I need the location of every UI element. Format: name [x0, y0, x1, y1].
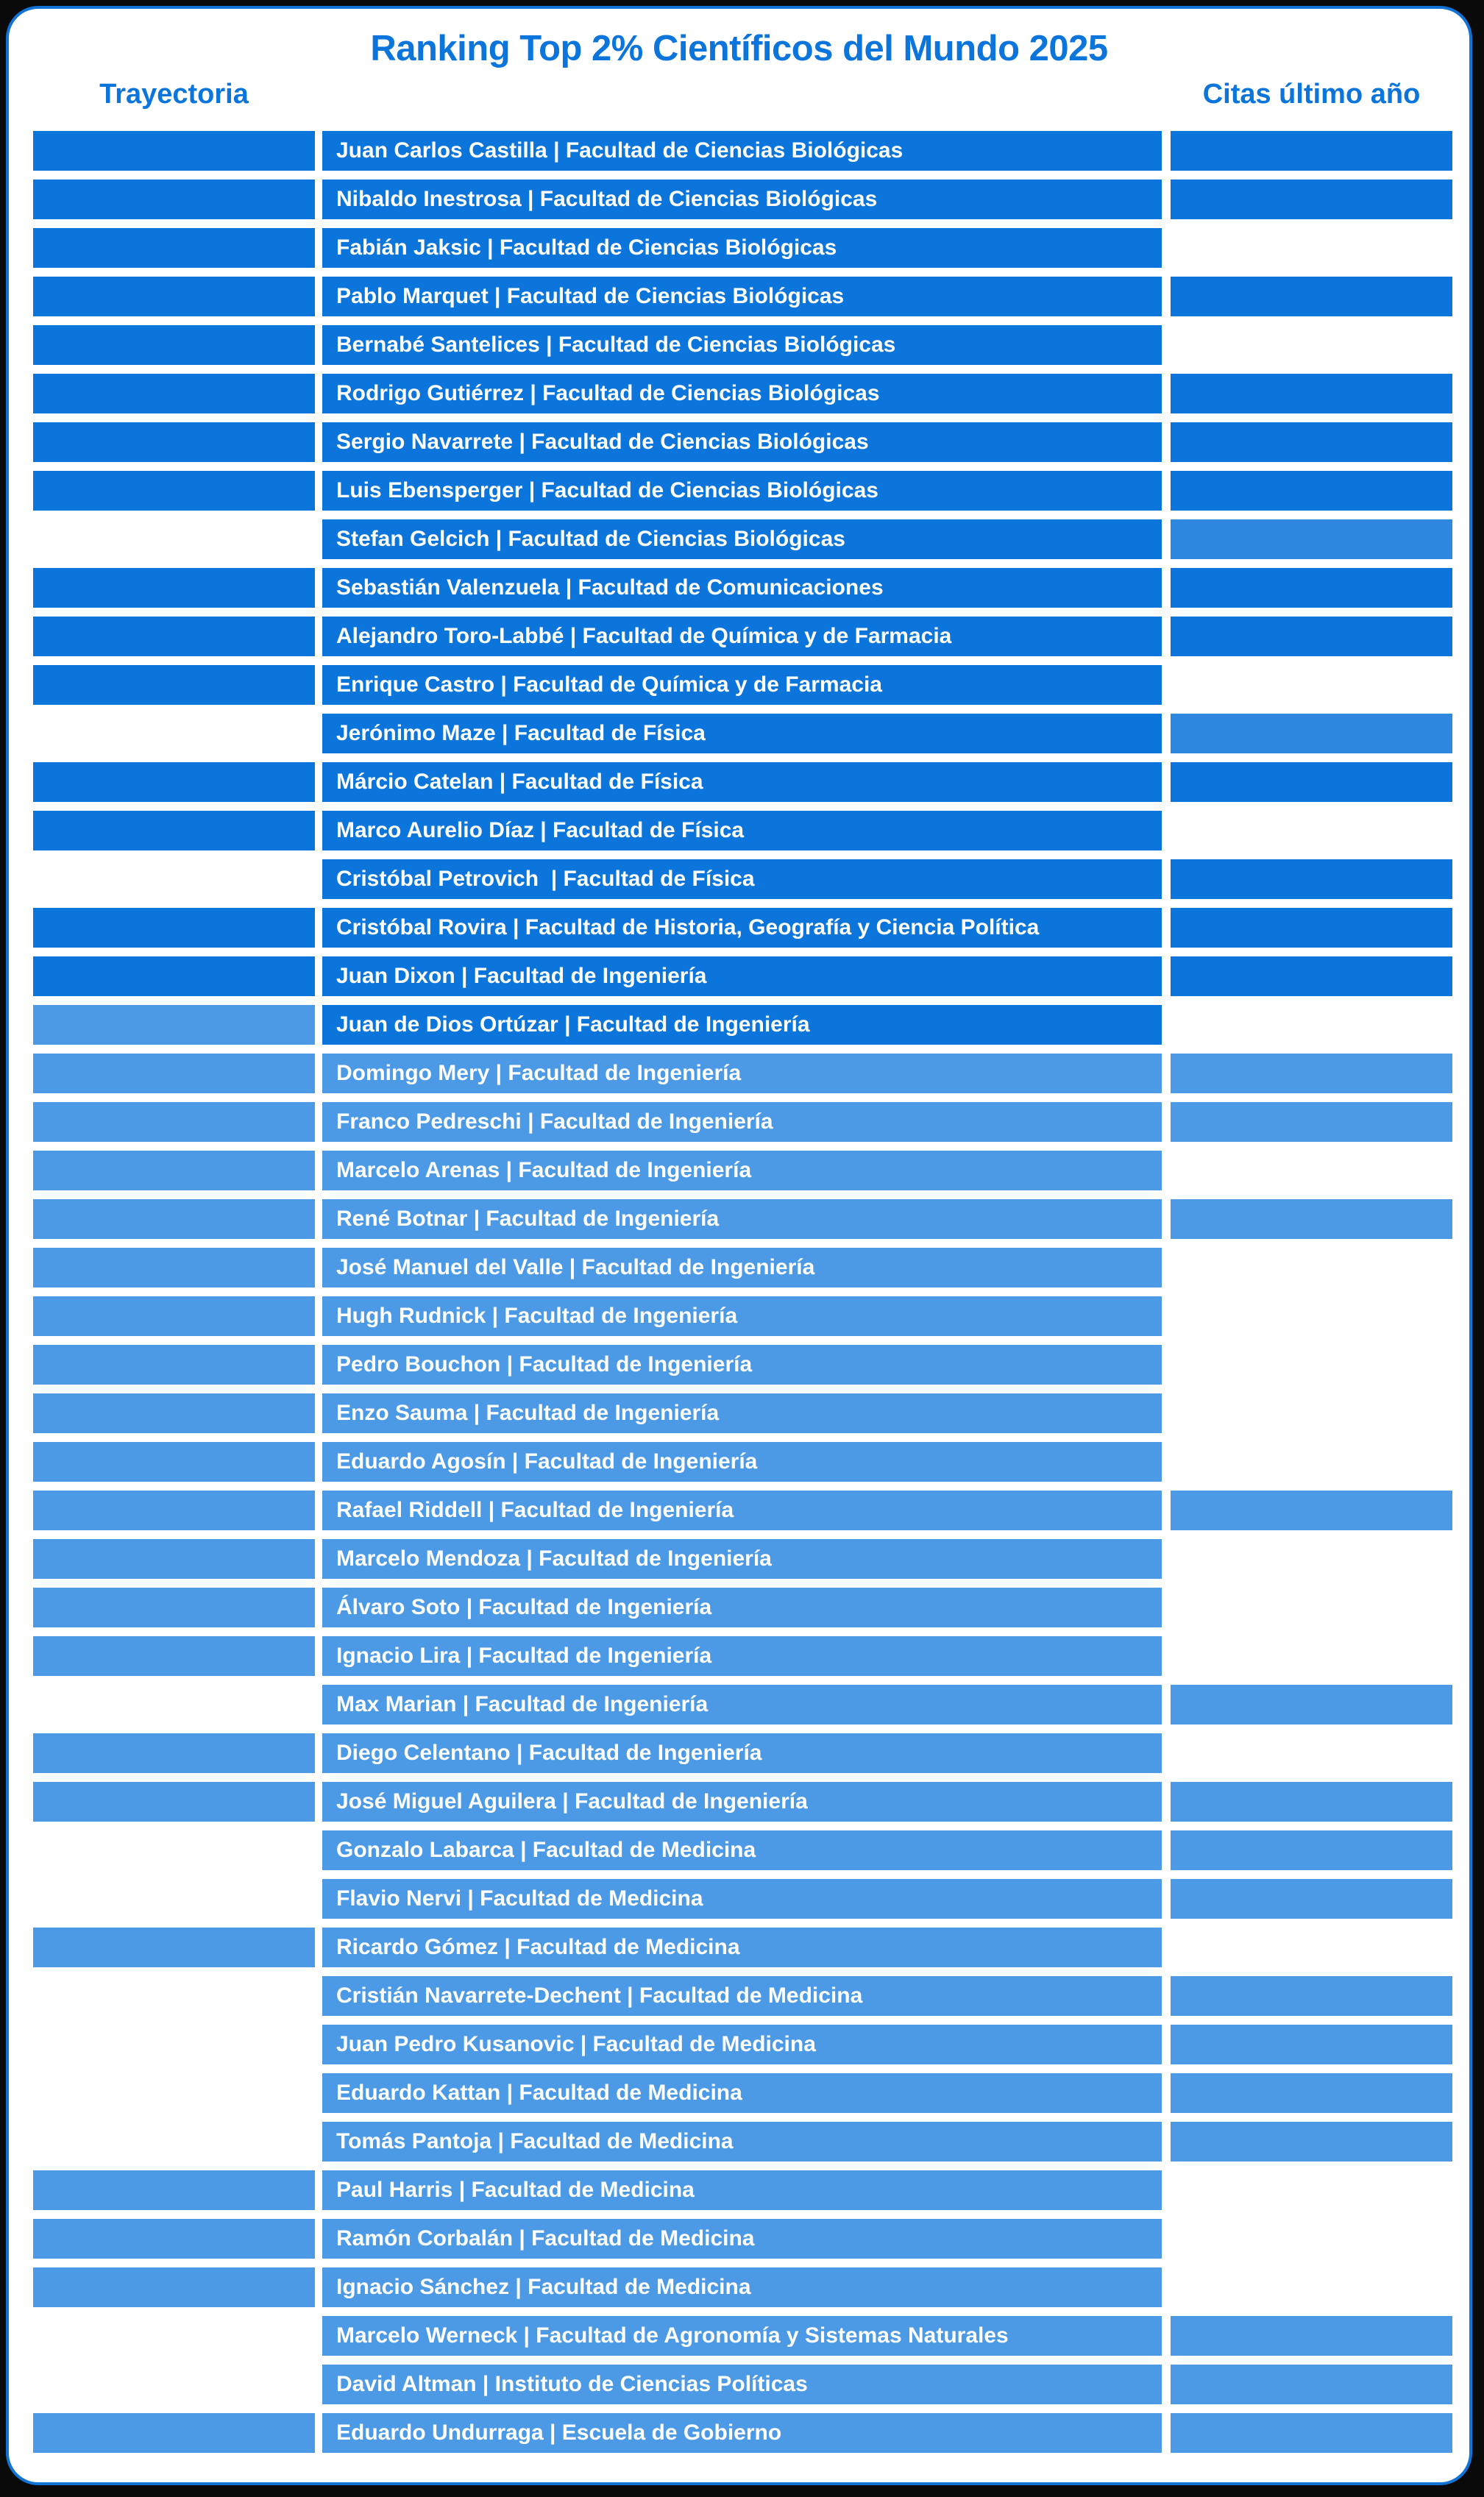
table-row: [33, 2365, 1469, 2404]
scientist-bar: [322, 1491, 1162, 1530]
citas-empty: [1171, 1296, 1452, 1336]
citas-empty: [1171, 1539, 1452, 1579]
scientist-bar: [322, 1539, 1162, 1579]
scientist-label: Álvaro Soto | Facultad de Ingeniería: [336, 1595, 712, 1619]
scientist-bar: [322, 1442, 1162, 1482]
scientist-label: Diego Celentano | Facultad de Ingeniería: [336, 1741, 762, 1765]
scientist-bar: [322, 228, 1162, 268]
trayectoria-bar: [33, 1636, 315, 1676]
scientist-bar: [322, 277, 1162, 316]
scientist-label: Marcelo Arenas | Facultad de Ingeniería: [336, 1158, 752, 1182]
trayectoria-bar: [33, 277, 315, 316]
table-row: [33, 180, 1469, 219]
page-title: Ranking Top 2% Científicos del Mundo 2025: [370, 29, 1108, 68]
table-row: [33, 714, 1469, 753]
table-row: [33, 2316, 1469, 2356]
trayectoria-bar: [33, 1588, 315, 1627]
scientist-label: David Altman | Instituto de Ciencias Políticas: [336, 2372, 808, 2396]
scientist-label: Rafael Riddell | Facultad de Ingeniería: [336, 1498, 734, 1522]
citas-empty: [1171, 1393, 1452, 1433]
scientist-label: Marcelo Mendoza | Facultad de Ingeniería: [336, 1546, 772, 1571]
trayectoria-bar: [33, 471, 315, 511]
scientist-bar: [322, 1733, 1162, 1773]
scientist-bar: [322, 325, 1162, 365]
scientist-label: Fabián Jaksic | Facultad de Ciencias Biológicas: [336, 235, 837, 260]
scientist-bar: [322, 519, 1162, 559]
citas-bar: [1171, 859, 1452, 899]
scientist-bar: [322, 2267, 1162, 2307]
scientist-label: Marcelo Werneck | Facultad de Agronomía y Sistemas Naturales: [336, 2323, 1009, 2348]
trayectoria-bar: [33, 422, 315, 462]
table-row: [33, 1102, 1469, 1142]
citas-empty: [1171, 811, 1452, 850]
table-row: [33, 1539, 1469, 1579]
scientist-label: Juan de Dios Ortúzar | Facultad de Ingeniería: [336, 1012, 810, 1037]
scientist-bar: [322, 1054, 1162, 1093]
table-row: [33, 811, 1469, 850]
scientist-bar: [322, 1005, 1162, 1045]
scientist-bar: [322, 1685, 1162, 1725]
scientist-bar: [322, 762, 1162, 802]
trayectoria-bar: [33, 1199, 315, 1239]
table-row: [33, 1588, 1469, 1627]
table-row: [33, 1054, 1469, 1093]
trayectoria-empty: [33, 2073, 315, 2113]
scientist-bar: [322, 617, 1162, 656]
trayectoria-bar: [33, 1296, 315, 1336]
trayectoria-empty: [33, 1976, 315, 2016]
citas-bar: [1171, 2365, 1452, 2404]
scientist-bar: [322, 1393, 1162, 1433]
scientist-label: Marco Aurelio Díaz | Facultad de Física: [336, 818, 745, 842]
citas-empty: [1171, 1005, 1452, 1045]
trayectoria-bar: [33, 2267, 315, 2307]
citas-bar: [1171, 908, 1452, 948]
table-row: [33, 1685, 1469, 1725]
table-row: [33, 2267, 1469, 2307]
scientist-bar: [322, 956, 1162, 996]
citas-bar: [1171, 762, 1452, 802]
scientist-label: José Manuel del Valle | Facultad de Ingeniería: [336, 1255, 815, 1279]
trayectoria-empty: [33, 859, 315, 899]
table-row: [33, 374, 1469, 413]
trayectoria-bar: [33, 1102, 315, 1142]
trayectoria-bar: [33, 956, 315, 996]
trayectoria-bar: [33, 2219, 315, 2259]
citas-empty: [1171, 1248, 1452, 1287]
scientist-label: Cristóbal Rovira | Facultad de Historia, Geografía y Ciencia Política: [336, 915, 1040, 940]
scientist-label: Enrique Castro | Facultad de Química y de Farmacia: [336, 672, 882, 697]
scientist-label: Sergio Navarrete | Facultad de Ciencias Biológicas: [336, 430, 869, 454]
table-row: [33, 277, 1469, 316]
scientist-bar: [322, 1636, 1162, 1676]
trayectoria-bar: [33, 1005, 315, 1045]
trayectoria-bar: [33, 1248, 315, 1287]
scientist-bar: [322, 665, 1162, 705]
scientist-bar: [322, 180, 1162, 219]
trayectoria-bar: [33, 131, 315, 171]
citas-bar: [1171, 956, 1452, 996]
scientist-bar: [322, 859, 1162, 899]
scientist-bar: [322, 2122, 1162, 2162]
citas-bar: [1171, 180, 1452, 219]
trayectoria-bar: [33, 1345, 315, 1385]
table-row: [33, 519, 1469, 559]
trayectoria-empty: [33, 2316, 315, 2356]
scientist-label: Márcio Catelan | Facultad de Física: [336, 770, 703, 794]
citas-empty: [1171, 1151, 1452, 1190]
trayectoria-empty: [33, 2365, 315, 2404]
citas-bar: [1171, 471, 1452, 511]
scientist-label: Sebastián Valenzuela | Facultad de Comunicaciones: [336, 575, 884, 600]
scientist-label: Gonzalo Labarca | Facultad de Medicina: [336, 1838, 756, 1862]
trayectoria-bar: [33, 325, 315, 365]
scientist-label: Eduardo Agosín | Facultad de Ingeniería: [336, 1449, 758, 1474]
scientist-bar: [322, 471, 1162, 511]
table-row: [33, 1879, 1469, 1919]
scientist-label: Stefan Gelcich | Facultad de Ciencias Biológicas: [336, 527, 845, 551]
scientist-bar: [322, 2219, 1162, 2259]
column-headers: [33, 77, 1469, 112]
scientist-label: Juan Pedro Kusanovic | Facultad de Medicina: [336, 2032, 816, 2056]
trayectoria-bar: [33, 1928, 315, 1967]
scientist-bar: [322, 1345, 1162, 1385]
scientist-label: Nibaldo Inestrosa | Facultad de Ciencias Biológicas: [336, 187, 878, 211]
table-row: [33, 131, 1469, 171]
scientist-label: José Miguel Aguilera | Facultad de Ingeniería: [336, 1789, 808, 1814]
citas-bar: [1171, 277, 1452, 316]
citas-bar: [1171, 1830, 1452, 1870]
scientist-bar: [322, 1588, 1162, 1627]
table-row: [33, 908, 1469, 948]
trayectoria-bar: [33, 374, 315, 413]
scientist-label: Ricardo Gómez | Facultad de Medicina: [336, 1935, 740, 1959]
citas-empty: [1171, 1733, 1452, 1773]
scientist-label: Hugh Rudnick | Facultad de Ingeniería: [336, 1304, 738, 1328]
table-row: [33, 1151, 1469, 1190]
trayectoria-bar: [33, 762, 315, 802]
trayectoria-bar: [33, 1539, 315, 1579]
scientist-bar: [322, 1199, 1162, 1239]
trayectoria-empty: [33, 519, 315, 559]
citas-empty: [1171, 2219, 1452, 2259]
table-row: [33, 1345, 1469, 1385]
table-row: [33, 1442, 1469, 1482]
scientist-bar: [322, 2413, 1162, 2453]
citas-empty: [1171, 2170, 1452, 2210]
citas-empty: [1171, 1345, 1452, 1385]
table-row: [33, 2219, 1469, 2259]
scientist-label: René Botnar | Facultad de Ingeniería: [336, 1207, 720, 1231]
table-row: [33, 1733, 1469, 1773]
table-row: [33, 568, 1469, 608]
trayectoria-bar: [33, 1393, 315, 1433]
scientist-bar: [322, 1976, 1162, 2016]
scientist-label: Ramón Corbalán | Facultad de Medicina: [336, 2226, 755, 2251]
table-row: [33, 1199, 1469, 1239]
trayectoria-bar: [33, 617, 315, 656]
trayectoria-bar: [33, 2170, 315, 2210]
scientist-bar: [322, 1151, 1162, 1190]
scientist-label: Bernabé Santelices | Facultad de Ciencias Biológicas: [336, 333, 896, 357]
scientist-label: Flavio Nervi | Facultad de Medicina: [336, 1886, 703, 1911]
table-row: [33, 2122, 1469, 2162]
scientist-label: Ignacio Sánchez | Facultad de Medicina: [336, 2275, 751, 2299]
scientist-label: Rodrigo Gutiérrez | Facultad de Ciencias Biológicas: [336, 381, 880, 405]
table-row: [33, 617, 1469, 656]
trayectoria-empty: [33, 1879, 315, 1919]
citas-bar: [1171, 2413, 1452, 2453]
trayectoria-bar: [33, 1054, 315, 1093]
table-row: [33, 1491, 1469, 1530]
scientist-bar: [322, 2316, 1162, 2356]
trayectoria-bar: [33, 1733, 315, 1773]
table-row: [33, 859, 1469, 899]
scientist-label: Max Marian | Facultad de Ingeniería: [336, 1692, 709, 1716]
citas-empty: [1171, 1588, 1452, 1627]
table-row: [33, 1976, 1469, 2016]
trayectoria-empty: [33, 1830, 315, 1870]
scientist-bar: [322, 811, 1162, 850]
table-row: [33, 1296, 1469, 1336]
table-row: [33, 1636, 1469, 1676]
scientist-label: Eduardo Kattan | Facultad de Medicina: [336, 2081, 742, 2105]
citas-bar: [1171, 617, 1452, 656]
scientist-bar: [322, 2073, 1162, 2113]
table-row: [33, 422, 1469, 462]
trayectoria-bar: [33, 1491, 315, 1530]
scientist-label: Paul Harris | Facultad de Medicina: [336, 2178, 695, 2202]
scientist-bar: [322, 422, 1162, 462]
citas-bar: [1171, 1976, 1452, 2016]
scientist-label: Juan Dixon | Facultad de Ingeniería: [336, 964, 707, 988]
scientist-bar: [322, 374, 1162, 413]
table-row: [33, 956, 1469, 996]
scientist-bar: [322, 2025, 1162, 2064]
trayectoria-bar: [33, 1782, 315, 1822]
citas-bar: [1171, 2122, 1452, 2162]
table-row: [33, 2025, 1469, 2064]
table-row: [33, 1928, 1469, 1967]
citas-bar: [1171, 568, 1452, 608]
scientist-bar: [322, 1296, 1162, 1336]
citas-bar: [1171, 131, 1452, 171]
table-row: [33, 1393, 1469, 1433]
citas-empty: [1171, 325, 1452, 365]
scientist-bar: [322, 131, 1162, 171]
trayectoria-bar: [33, 1442, 315, 1482]
citas-bar: [1171, 1491, 1452, 1530]
scientist-label: Ignacio Lira | Facultad de Ingeniería: [336, 1644, 712, 1668]
table-row: [33, 471, 1469, 511]
trayectoria-bar: [33, 2413, 315, 2453]
table-row: [33, 2170, 1469, 2210]
trayectoria-bar: [33, 228, 315, 268]
scientist-label: Pablo Marquet | Facultad de Ciencias Biológicas: [336, 284, 845, 308]
table-row: [33, 2073, 1469, 2113]
citas-bar: [1171, 519, 1452, 559]
table-row: [33, 1248, 1469, 1287]
citas-bar: [1171, 1879, 1452, 1919]
citas-bar: [1171, 1685, 1452, 1725]
citas-bar: [1171, 1054, 1452, 1093]
scientist-bar: [322, 1830, 1162, 1870]
scientist-bar: [322, 1102, 1162, 1142]
table-row: [33, 2413, 1469, 2453]
scientist-label: Jerónimo Maze | Facultad de Física: [336, 721, 706, 745]
scientist-label: Juan Carlos Castilla | Facultad de Ciencias Biológicas: [336, 138, 903, 163]
trayectoria-bar: [33, 811, 315, 850]
citas-bar: [1171, 2025, 1452, 2064]
table-row: [33, 665, 1469, 705]
scientist-label: Domingo Mery | Facultad de Ingeniería: [336, 1061, 742, 1085]
citas-empty: [1171, 2267, 1452, 2307]
table-row: [33, 762, 1469, 802]
table-row: [33, 325, 1469, 365]
scientist-bar: [322, 1248, 1162, 1287]
rows: [9, 131, 1469, 2453]
citas-bar: [1171, 422, 1452, 462]
trayectoria-empty: [33, 1685, 315, 1725]
scientist-label: Franco Pedreschi | Facultad de Ingeniería: [336, 1109, 773, 1134]
scientist-label: Cristóbal Petrovich | Facultad de Física: [336, 867, 755, 891]
scientist-label: Alejandro Toro-Labbé | Facultad de Química y de Farmacia: [336, 624, 952, 648]
scientist-label: Enzo Sauma | Facultad de Ingeniería: [336, 1401, 720, 1425]
scientist-bar: [322, 2170, 1162, 2210]
scientist-bar: [322, 1928, 1162, 1967]
trayectoria-bar: [33, 908, 315, 948]
citas-empty: [1171, 665, 1452, 705]
table-row: [33, 228, 1469, 268]
citas-bar: [1171, 2316, 1452, 2356]
column-header-trayectoria: Trayectoria: [99, 79, 249, 110]
citas-bar: [1171, 714, 1452, 753]
trayectoria-bar: [33, 665, 315, 705]
scientist-label: Tomás Pantoja | Facultad de Medicina: [336, 2129, 734, 2153]
scientist-bar: [322, 1879, 1162, 1919]
trayectoria-bar: [33, 568, 315, 608]
citas-bar: [1171, 1199, 1452, 1239]
trayectoria-empty: [33, 714, 315, 753]
citas-bar: [1171, 374, 1452, 413]
citas-empty: [1171, 1442, 1452, 1482]
scientist-label: Luis Ebensperger | Facultad de Ciencias Biológicas: [336, 478, 878, 502]
table-row: [33, 1830, 1469, 1870]
scientist-bar: [322, 714, 1162, 753]
trayectoria-bar: [33, 180, 315, 219]
trayectoria-empty: [33, 2025, 315, 2064]
citas-bar: [1171, 2073, 1452, 2113]
scientist-label: Cristián Navarrete-Dechent | Facultad de Medicina: [336, 1983, 863, 2008]
trayectoria-empty: [33, 2122, 315, 2162]
citas-empty: [1171, 228, 1452, 268]
column-header-citas: Citas último año: [1202, 79, 1421, 110]
scientist-bar: [322, 2365, 1162, 2404]
scientist-bar: [322, 908, 1162, 948]
table-row: [33, 1005, 1469, 1045]
table-row: [33, 1782, 1469, 1822]
scientist-bar: [322, 1782, 1162, 1822]
scientist-bar: [322, 568, 1162, 608]
ranking-card: [6, 6, 1472, 2485]
scientist-label: Pedro Bouchon | Facultad de Ingeniería: [336, 1352, 753, 1377]
citas-bar: [1171, 1102, 1452, 1142]
citas-empty: [1171, 1636, 1452, 1676]
scientist-label: Eduardo Undurraga | Escuela de Gobierno: [336, 2420, 782, 2445]
citas-empty: [1171, 1928, 1452, 1967]
citas-bar: [1171, 1782, 1452, 1822]
trayectoria-bar: [33, 1151, 315, 1190]
